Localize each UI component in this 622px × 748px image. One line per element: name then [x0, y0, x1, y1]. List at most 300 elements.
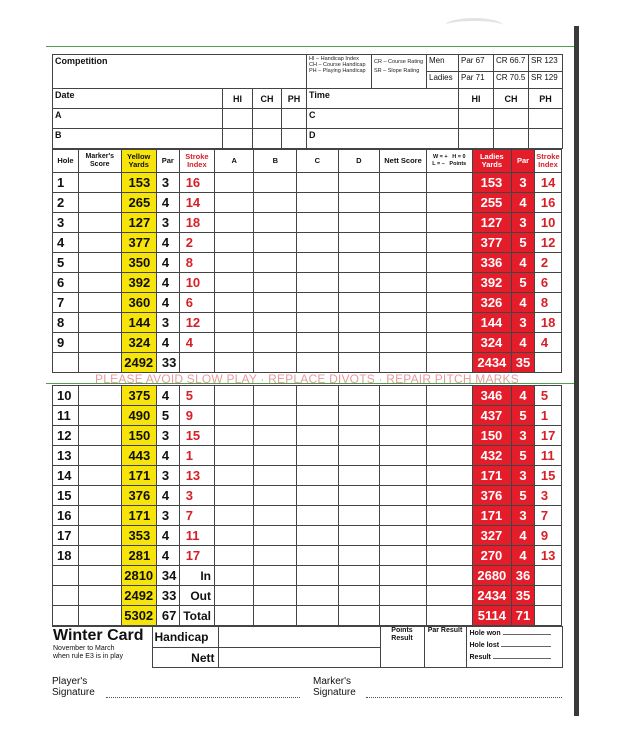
player-a-score[interactable]	[215, 253, 254, 273]
points-cell[interactable]	[426, 506, 472, 526]
ch-header-right: CH	[494, 89, 529, 109]
player-d-score[interactable]	[338, 506, 380, 526]
stroke-index-cell: 18	[179, 213, 214, 233]
player-c-score[interactable]	[297, 386, 339, 406]
stroke-index-cell: 12	[179, 313, 214, 333]
total-row	[53, 566, 562, 586]
markers-score-cell[interactable]	[78, 486, 121, 506]
ladies-si-cell: 13	[534, 546, 561, 566]
col-yellow-yards: Yellow Yards	[121, 150, 156, 173]
player-c-score[interactable]	[297, 466, 339, 486]
column-header-row	[53, 150, 562, 173]
player-a-name[interactable]	[53, 109, 223, 129]
hole-row	[53, 293, 562, 313]
markers-score-cell[interactable]	[78, 506, 121, 526]
ladies-par-cell: 4	[512, 253, 535, 273]
player-a-score[interactable]	[215, 333, 254, 353]
markers-score-cell[interactable]	[78, 173, 121, 193]
player-c-ch[interactable]	[494, 109, 529, 129]
yellow-yards-cell: 392	[121, 273, 156, 293]
total-label: Total	[179, 606, 214, 626]
ladies-si-cell: 14	[534, 173, 561, 193]
rating-legend	[372, 55, 427, 89]
total-b[interactable]	[254, 606, 297, 626]
player-b-score[interactable]	[254, 526, 297, 546]
markers-signature-line1: Marker's	[313, 676, 352, 687]
player-d-score[interactable]	[338, 486, 380, 506]
hole-row	[53, 193, 562, 213]
nett-entry[interactable]	[218, 648, 380, 668]
nett-score-cell[interactable]	[380, 193, 427, 213]
yellow-yards-cell: 265	[121, 193, 156, 213]
points-cell[interactable]	[426, 426, 472, 446]
player-c-score[interactable]	[297, 426, 339, 446]
front-nine-table	[52, 149, 562, 373]
player-b-score[interactable]	[254, 506, 297, 526]
legend-hi: HI – Handicap Index	[309, 56, 359, 62]
player-b-score[interactable]	[254, 313, 297, 333]
nett-score-cell[interactable]	[380, 333, 427, 353]
total-c[interactable]	[297, 566, 339, 586]
ch-header-left: CH	[253, 89, 282, 109]
points-cell[interactable]	[426, 386, 472, 406]
winter-card-sub2: when rule E3 is in play	[53, 653, 124, 660]
competition-label: Competition	[55, 56, 108, 66]
total-ladies-yards: 2680	[472, 566, 511, 586]
player-a-ph[interactable]	[282, 109, 307, 129]
player-b-hi[interactable]	[223, 129, 253, 149]
player-b-score[interactable]	[254, 173, 297, 193]
ladies-si-cell: 7	[534, 506, 561, 526]
player-a-score[interactable]	[215, 313, 254, 333]
player-d-score[interactable]	[338, 406, 380, 426]
ladies-si-cell: 17	[534, 426, 561, 446]
yellow-yards-cell: 281	[121, 546, 156, 566]
hole-row	[53, 426, 562, 446]
markers-score-cell[interactable]	[78, 466, 121, 486]
total-points[interactable]	[426, 586, 472, 606]
markers-score-cell[interactable]	[78, 213, 121, 233]
player-a-score[interactable]	[215, 466, 254, 486]
ladies-yards-cell: 171	[472, 466, 511, 486]
player-b-score[interactable]	[254, 486, 297, 506]
markers-score-cell[interactable]	[78, 426, 121, 446]
par-cell: 4	[156, 386, 179, 406]
player-a-score[interactable]	[215, 526, 254, 546]
player-d-score[interactable]	[338, 253, 380, 273]
player-d-score[interactable]	[338, 233, 380, 253]
hole-row	[53, 213, 562, 233]
hole-row	[53, 466, 562, 486]
markers-score-cell[interactable]	[78, 313, 121, 333]
player-a-score[interactable]	[215, 193, 254, 213]
col-stroke-index: Stroke Index	[179, 150, 214, 173]
par-cell: 4	[156, 546, 179, 566]
points-cell[interactable]	[426, 466, 472, 486]
total-points[interactable]	[426, 566, 472, 586]
points-cell[interactable]	[426, 273, 472, 293]
player-a-hi[interactable]	[223, 109, 253, 129]
page-edge-shadow	[574, 26, 579, 716]
stroke-index-cell: 15	[179, 426, 214, 446]
hole-row	[53, 406, 562, 426]
competition-field[interactable]	[53, 55, 307, 89]
scorecard	[52, 54, 562, 668]
player-a-score[interactable]	[215, 273, 254, 293]
col-points: W = + H = 0 L = – Points	[426, 150, 472, 173]
player-d-score[interactable]	[338, 213, 380, 233]
ladies-par-cell: 5	[512, 406, 535, 426]
player-a-score[interactable]	[215, 546, 254, 566]
player-c-name[interactable]	[307, 109, 459, 129]
top-green-rule	[46, 46, 574, 47]
total-ladies-yards: 5114	[472, 606, 511, 626]
player-b-score[interactable]	[254, 293, 297, 313]
points-cell[interactable]	[426, 233, 472, 253]
men-cr: CR 66.7	[494, 55, 529, 72]
yellow-yards-cell: 360	[121, 293, 156, 313]
player-d-score[interactable]	[338, 466, 380, 486]
points-cell[interactable]	[426, 213, 472, 233]
ladies-yards-cell: 127	[472, 213, 511, 233]
points-cell[interactable]	[426, 546, 472, 566]
hole-number: 16	[53, 506, 79, 526]
player-c-score[interactable]	[297, 526, 339, 546]
total-d[interactable]	[338, 566, 380, 586]
ladies-si-cell: 16	[534, 193, 561, 213]
markers-score-cell[interactable]	[78, 446, 121, 466]
player-b-ch[interactable]	[253, 129, 282, 149]
total-yards: 2492	[121, 586, 156, 606]
player-a-score[interactable]	[215, 173, 254, 193]
points-cell[interactable]	[426, 293, 472, 313]
player-d-score[interactable]	[338, 193, 380, 213]
nett-score-cell[interactable]	[380, 546, 427, 566]
player-c-score[interactable]	[297, 253, 339, 273]
ladies-par-cell: 5	[512, 486, 535, 506]
points-cell[interactable]	[426, 333, 472, 353]
markers-score-cell[interactable]	[78, 193, 121, 213]
nett-score-cell[interactable]	[380, 313, 427, 333]
ladies-yards-cell: 336	[472, 253, 511, 273]
yellow-yards-cell: 350	[121, 253, 156, 273]
player-a-score[interactable]	[215, 506, 254, 526]
ladies-par-cell: 4	[512, 293, 535, 313]
hole-number: 10	[53, 386, 79, 406]
player-d-hi[interactable]	[459, 129, 494, 149]
total-nett[interactable]	[380, 606, 427, 626]
player-d-score[interactable]	[338, 313, 380, 333]
hole-lost-label: Hole lost	[469, 642, 500, 649]
date-label: Date	[55, 90, 75, 100]
total-a[interactable]	[215, 606, 254, 626]
players-signature-line[interactable]	[106, 697, 300, 698]
ladies-si-cell: 11	[534, 446, 561, 466]
markers-signature-line[interactable]	[366, 697, 562, 698]
points-cell[interactable]	[426, 193, 472, 213]
player-a-score[interactable]	[215, 233, 254, 253]
result[interactable]	[470, 652, 559, 664]
player-c-score[interactable]	[297, 446, 339, 466]
total-ladies-par: 71	[512, 606, 535, 626]
handicap-legend	[307, 55, 372, 89]
par-cell: 3	[156, 173, 179, 193]
nett-score-cell[interactable]	[380, 406, 427, 426]
par-result[interactable]: Par Result	[424, 627, 466, 668]
markers-score-cell[interactable]	[78, 253, 121, 273]
page-curl-decoration	[445, 18, 503, 33]
points-cell[interactable]	[426, 486, 472, 506]
out-yards: 2492	[121, 353, 156, 373]
match-result-block	[466, 627, 562, 668]
player-a-score[interactable]	[215, 406, 254, 426]
ladies-si-cell: 8	[534, 293, 561, 313]
markers-score-cell[interactable]	[78, 233, 121, 253]
points-cell[interactable]	[426, 173, 472, 193]
player-d-label: D	[309, 130, 316, 140]
player-b-score[interactable]	[254, 213, 297, 233]
markers-score-cell[interactable]	[78, 546, 121, 566]
ladies-yards-cell: 327	[472, 526, 511, 546]
player-d-score[interactable]	[338, 546, 380, 566]
ladies-yards-cell: 377	[472, 233, 511, 253]
player-d-score[interactable]	[338, 526, 380, 546]
player-b-ph[interactable]	[282, 129, 307, 149]
nett-score-cell[interactable]	[380, 526, 427, 546]
points-cell[interactable]	[426, 313, 472, 333]
stroke-index-cell: 1	[179, 446, 214, 466]
total-ladies-par: 36	[512, 566, 535, 586]
ladies-yards-cell: 150	[472, 426, 511, 446]
par-cell: 4	[156, 193, 179, 213]
player-a-score[interactable]	[215, 386, 254, 406]
legend-ph: PH – Playing Handicap	[309, 68, 366, 74]
hole-number: 5	[53, 253, 79, 273]
total-par: 34	[156, 566, 179, 586]
hole-row	[53, 446, 562, 466]
nett-score-cell[interactable]	[380, 426, 427, 446]
back-nine-table	[52, 385, 562, 626]
points-cell[interactable]	[426, 253, 472, 273]
nett-score-cell[interactable]	[380, 293, 427, 313]
nett-score-cell[interactable]	[380, 506, 427, 526]
player-b-score[interactable]	[254, 466, 297, 486]
player-b-score[interactable]	[254, 546, 297, 566]
total-c[interactable]	[297, 606, 339, 626]
col-a: A	[215, 150, 254, 173]
nett-score-cell[interactable]	[380, 273, 427, 293]
total-a[interactable]	[215, 566, 254, 586]
nett-score-cell[interactable]	[380, 466, 427, 486]
total-label: Out	[179, 586, 214, 606]
col-ladies-yards: Ladies Yards	[472, 150, 511, 173]
stroke-index-cell: 13	[179, 466, 214, 486]
player-a-score[interactable]	[215, 213, 254, 233]
player-d-score[interactable]	[338, 293, 380, 313]
ladies-cr: CR 70.5	[494, 72, 529, 89]
total-d[interactable]	[338, 586, 380, 606]
nett-score-cell[interactable]	[380, 213, 427, 233]
hole-row	[53, 386, 562, 406]
total-row	[53, 586, 562, 606]
player-c-score[interactable]	[297, 273, 339, 293]
hole-number: 18	[53, 546, 79, 566]
hole-lost[interactable]	[470, 640, 559, 652]
stroke-index-cell: 17	[179, 546, 214, 566]
hole-number: 2	[53, 193, 79, 213]
out-par: 33	[156, 353, 179, 373]
total-b[interactable]	[254, 566, 297, 586]
player-b-name[interactable]	[53, 129, 223, 149]
player-a-score[interactable]	[215, 486, 254, 506]
points-cell[interactable]	[426, 526, 472, 546]
hole-row	[53, 233, 562, 253]
total-nett[interactable]	[380, 586, 427, 606]
men-sr: SR 123	[529, 55, 563, 72]
player-d-score[interactable]	[338, 426, 380, 446]
markers-score-cell[interactable]	[78, 526, 121, 546]
date-field[interactable]	[53, 89, 223, 109]
hole-row	[53, 506, 562, 526]
total-c[interactable]	[297, 586, 339, 606]
player-c-score[interactable]	[297, 293, 339, 313]
player-b-score[interactable]	[254, 253, 297, 273]
player-a-score[interactable]	[215, 446, 254, 466]
total-a[interactable]	[215, 586, 254, 606]
hole-row	[53, 486, 562, 506]
stroke-index-cell: 7	[179, 506, 214, 526]
hole-number: 17	[53, 526, 79, 546]
player-c-score[interactable]	[297, 486, 339, 506]
nett-score-cell[interactable]	[380, 486, 427, 506]
markers-score-cell[interactable]	[78, 273, 121, 293]
time-label: Time	[309, 90, 330, 100]
winter-card-footer	[52, 626, 563, 668]
player-a-score[interactable]	[215, 426, 254, 446]
col-d: D	[338, 150, 380, 173]
yellow-yards-cell: 375	[121, 386, 156, 406]
hole-number: 12	[53, 426, 79, 446]
total-yards: 5302	[121, 606, 156, 626]
player-b-score[interactable]	[254, 426, 297, 446]
nett-score-cell[interactable]	[380, 253, 427, 273]
player-d-score[interactable]	[338, 386, 380, 406]
player-d-score[interactable]	[338, 273, 380, 293]
player-c-score[interactable]	[297, 193, 339, 213]
handicap-label: Handicap	[152, 627, 218, 648]
yellow-yards-cell: 353	[121, 526, 156, 546]
yellow-yards-cell: 153	[121, 173, 156, 193]
ph-header-left: PH	[282, 89, 307, 109]
player-c-score[interactable]	[297, 333, 339, 353]
stroke-index-cell: 9	[179, 406, 214, 426]
player-a-label: A	[55, 110, 62, 120]
ladies-par-cell: 3	[512, 466, 535, 486]
ladies-yards-cell: 144	[472, 313, 511, 333]
stroke-index-cell: 10	[179, 273, 214, 293]
total-nett[interactable]	[380, 566, 427, 586]
nett-score-cell[interactable]	[380, 446, 427, 466]
player-c-score[interactable]	[297, 406, 339, 426]
ladies-si-cell: 18	[534, 313, 561, 333]
points-result[interactable]: Points Result	[380, 627, 424, 668]
yellow-yards-cell: 144	[121, 313, 156, 333]
ladies-par-cell: 5	[512, 446, 535, 466]
player-d-ch[interactable]	[494, 129, 529, 149]
player-d-name[interactable]	[307, 129, 459, 149]
player-c-score[interactable]	[297, 233, 339, 253]
ladies-si-cell: 9	[534, 526, 561, 546]
ladies-yards-cell: 270	[472, 546, 511, 566]
nett-score-cell[interactable]	[380, 233, 427, 253]
hole-number: 9	[53, 333, 79, 353]
player-b-score[interactable]	[254, 333, 297, 353]
ladies-si-cell: 3	[534, 486, 561, 506]
col-markers-score: Marker's Score	[78, 150, 121, 173]
total-points[interactable]	[426, 606, 472, 626]
player-d-score[interactable]	[338, 446, 380, 466]
ladies-yards-cell: 171	[472, 506, 511, 526]
player-c-hi[interactable]	[459, 109, 494, 129]
time-field[interactable]	[307, 89, 459, 109]
player-b-score[interactable]	[254, 446, 297, 466]
markers-score-cell[interactable]	[78, 293, 121, 313]
player-c-score[interactable]	[297, 313, 339, 333]
player-b-score[interactable]	[254, 193, 297, 213]
nett-score-cell[interactable]	[380, 386, 427, 406]
hole-number: 14	[53, 466, 79, 486]
hole-number: 11	[53, 406, 79, 426]
hole-won[interactable]	[470, 628, 559, 640]
ladies-si-cell: 5	[534, 386, 561, 406]
markers-score-cell[interactable]	[78, 333, 121, 353]
ladies-par-cell: 3	[512, 213, 535, 233]
total-b[interactable]	[254, 586, 297, 606]
player-c-score[interactable]	[297, 213, 339, 233]
nett-score-cell[interactable]	[380, 173, 427, 193]
handicap-entry[interactable]	[218, 627, 380, 648]
stroke-index-cell: 2	[179, 233, 214, 253]
par-cell: 4	[156, 233, 179, 253]
total-d[interactable]	[338, 606, 380, 626]
player-c-score[interactable]	[297, 506, 339, 526]
markers-score-cell[interactable]	[78, 386, 121, 406]
player-d-score[interactable]	[338, 173, 380, 193]
winter-card-title: Winter Card	[53, 627, 144, 644]
player-a-score[interactable]	[215, 293, 254, 313]
hole-number: 8	[53, 313, 79, 333]
ladies-si-cell: 1	[534, 406, 561, 426]
points-cell[interactable]	[426, 446, 472, 466]
player-c-ph[interactable]	[529, 109, 563, 129]
markers-signature-line2: Signature	[313, 687, 356, 698]
player-b-score[interactable]	[254, 406, 297, 426]
total-par: 67	[156, 606, 179, 626]
par-cell: 5	[156, 406, 179, 426]
markers-score-cell[interactable]	[78, 406, 121, 426]
points-cell[interactable]	[426, 406, 472, 426]
player-d-score[interactable]	[338, 333, 380, 353]
hole-row	[53, 313, 562, 333]
player-a-ch[interactable]	[253, 109, 282, 129]
player-d-ph[interactable]	[529, 129, 563, 149]
par-cell: 3	[156, 313, 179, 333]
player-b-score[interactable]	[254, 233, 297, 253]
player-c-score[interactable]	[297, 173, 339, 193]
player-b-score[interactable]	[254, 273, 297, 293]
player-c-score[interactable]	[297, 546, 339, 566]
player-b-score[interactable]	[254, 386, 297, 406]
